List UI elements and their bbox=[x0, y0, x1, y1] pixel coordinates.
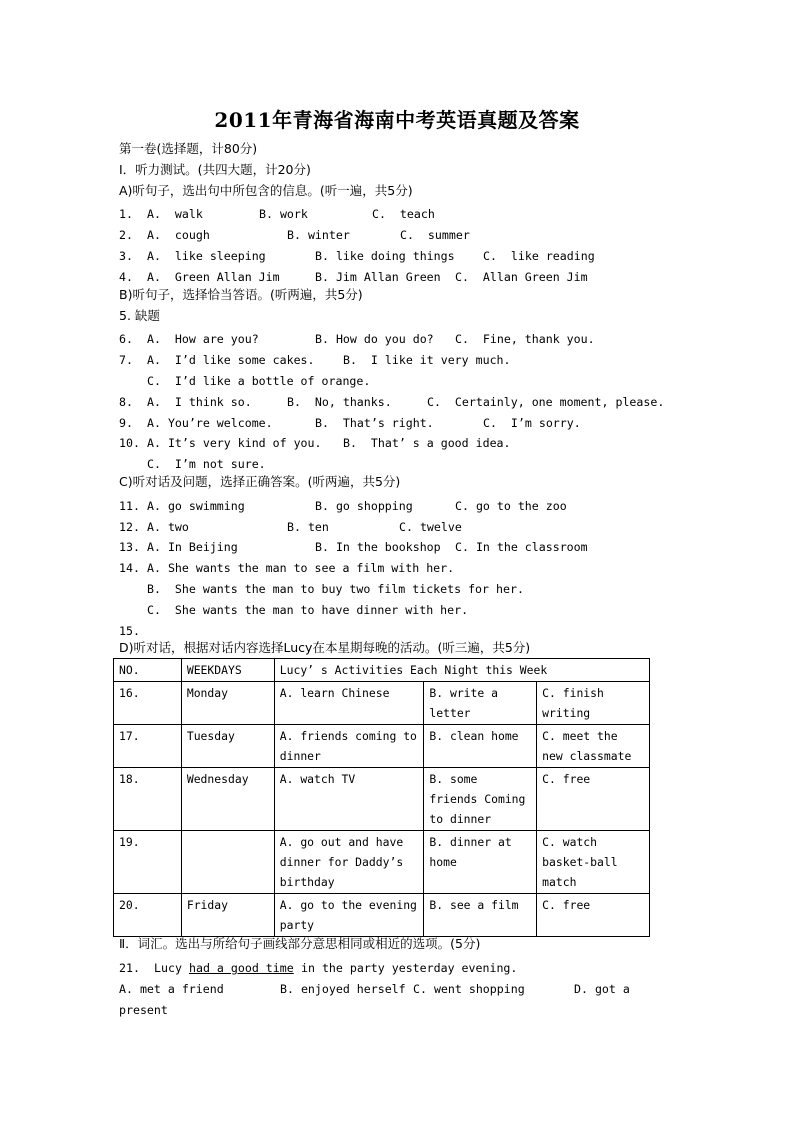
option-b: B. I like it very much. bbox=[343, 353, 511, 367]
question-number: 4. bbox=[119, 270, 133, 284]
option-b: B. She wants the man to buy two film tickets for her. bbox=[147, 582, 524, 596]
option-b: B. In the bookshop bbox=[315, 540, 441, 554]
option-a: A. walk bbox=[147, 207, 203, 221]
option-c: C. like reading bbox=[483, 249, 595, 263]
option-b: B. winter bbox=[287, 228, 350, 242]
option-a: A. Green Allan Jim bbox=[147, 270, 280, 284]
option-b: B. That’ s a good idea. bbox=[343, 436, 511, 450]
option-c: C. went shopping bbox=[413, 982, 525, 996]
option-c: C. In the classroom bbox=[455, 540, 588, 554]
option-c: C. She wants the man to have dinner with her. bbox=[147, 603, 469, 617]
question-number: 3. bbox=[119, 249, 133, 263]
section-2-heading: Ⅱ．词汇。选出与所给句子画线部分意思相同或相近的选项。(5分) bbox=[119, 936, 481, 951]
question-number: 10. bbox=[119, 436, 140, 450]
header-activities: Lucy’ s Activities Each Night this Week bbox=[274, 659, 649, 682]
underlined-phrase: had a good time bbox=[189, 961, 294, 975]
section-heading: I．听力测试。(共四大题，计20分) bbox=[119, 162, 311, 177]
option-c: C. watch basket-ball match bbox=[537, 831, 650, 894]
option-a: A. It’s very kind of you. bbox=[147, 436, 322, 450]
subsection-b-heading: B)听句子，选择恰当答语。(听两遍，共5分) bbox=[119, 287, 363, 302]
option-a: A. watch TV bbox=[274, 768, 424, 831]
question-stem-start: Lucy bbox=[154, 961, 182, 975]
question-number: 6. bbox=[119, 332, 133, 346]
row-number: 17. bbox=[114, 725, 182, 768]
option-a: A. go out and have dinner for Daddy’s birthday bbox=[274, 831, 424, 894]
table-header-row bbox=[114, 659, 650, 682]
question-number: 9. bbox=[119, 416, 133, 430]
row-weekday: Monday bbox=[181, 682, 274, 725]
row-number: 20. bbox=[114, 894, 182, 937]
option-b: B. enjoyed herself bbox=[280, 982, 406, 996]
page-title: 2011年青海省海南中考英语真题及答案 bbox=[214, 108, 580, 132]
option-b: B. dinner at home bbox=[424, 831, 537, 894]
option-c: C. teach bbox=[372, 207, 435, 221]
question-number: 11. bbox=[119, 499, 140, 513]
option-c: C. twelve bbox=[399, 520, 462, 534]
option-b: B. No, thanks. bbox=[287, 395, 392, 409]
question-number: 14. bbox=[119, 561, 140, 575]
option-a: A. met a friend bbox=[119, 982, 224, 996]
option-b: B. see a film bbox=[424, 894, 537, 937]
option-c: C. free bbox=[537, 894, 650, 937]
option-c: C. summer bbox=[400, 228, 470, 242]
option-c: C. I’m sorry. bbox=[483, 416, 581, 430]
question-number: 1. bbox=[119, 207, 133, 221]
question-number: 13. bbox=[119, 540, 140, 554]
subsection-c-heading: C)听对话及问题，选择正确答案。(听两遍，共5分) bbox=[119, 474, 401, 489]
option-a: A. You’re welcome. bbox=[147, 416, 273, 430]
option-b: B. clean home bbox=[424, 725, 537, 768]
question-stem-end: in the party yesterday evening. bbox=[301, 961, 518, 975]
part-heading: 第一卷(选择题，计80分) bbox=[119, 141, 258, 156]
activities-table bbox=[113, 658, 650, 937]
table-row bbox=[114, 682, 650, 725]
option-a: A. I think so. bbox=[147, 395, 252, 409]
option-b: B. ten bbox=[287, 520, 329, 534]
option-a: A. two bbox=[147, 520, 189, 534]
question-number: 2. bbox=[119, 228, 133, 242]
option-a: A. I’d like some cakes. bbox=[147, 353, 315, 367]
question-number: 21. bbox=[119, 961, 140, 975]
question-number: 8. bbox=[119, 395, 133, 409]
option-d-continued: present bbox=[119, 1003, 168, 1017]
table-row bbox=[114, 725, 650, 768]
subsection-a-heading: A)听句子，选出句中所包含的信息。(听一遍，共5分) bbox=[119, 183, 413, 198]
option-b: B. Jim Allan Green bbox=[315, 270, 441, 284]
row-number: 16. bbox=[114, 682, 182, 725]
option-c: C. Allan Green Jim bbox=[455, 270, 588, 284]
row-number: 19. bbox=[114, 831, 182, 894]
option-c: C. free bbox=[537, 768, 650, 831]
option-a: A. In Beijing bbox=[147, 540, 238, 554]
option-c: C. Fine, thank you. bbox=[455, 332, 595, 346]
option-c: C. I’m not sure. bbox=[147, 457, 266, 471]
row-weekday bbox=[181, 831, 274, 894]
table-row bbox=[114, 894, 650, 937]
option-d: D. got a bbox=[574, 982, 630, 996]
header-no: NO. bbox=[114, 659, 182, 682]
option-b: B. How do you do? bbox=[315, 332, 434, 346]
table-row bbox=[114, 831, 650, 894]
option-a: A. She wants the man to see a film with her. bbox=[147, 561, 455, 575]
question-5: 5. 缺题 bbox=[119, 308, 160, 323]
header-weekdays: WEEKDAYS bbox=[181, 659, 274, 682]
row-number: 18. bbox=[114, 768, 182, 831]
option-b: B. go shopping bbox=[315, 499, 413, 513]
question-number: 12. bbox=[119, 520, 140, 534]
option-c: C. finish writing bbox=[537, 682, 650, 725]
option-a: A. How are you? bbox=[147, 332, 259, 346]
row-weekday: Tuesday bbox=[181, 725, 274, 768]
option-a: A. go swimming bbox=[147, 499, 245, 513]
option-a: A. learn Chinese bbox=[274, 682, 424, 725]
option-c: C. go to the zoo bbox=[455, 499, 567, 513]
option-b: B. like doing things bbox=[315, 249, 455, 263]
table-row bbox=[114, 768, 650, 831]
option-a: A. friends coming to dinner bbox=[274, 725, 424, 768]
option-b: B. some friends Coming to dinner bbox=[424, 768, 537, 831]
subsection-d-heading: D)听对话，根据对话内容选择Lucy在本星期每晚的活动。(听三遍，共5分) bbox=[119, 640, 531, 655]
option-b: B. write a letter bbox=[424, 682, 537, 725]
question-number: 7. bbox=[119, 353, 133, 367]
option-b: B. That’s right. bbox=[315, 416, 434, 430]
option-b: B. work bbox=[259, 207, 308, 221]
option-a: A. like sleeping bbox=[147, 249, 266, 263]
option-c: C. Certainly, one moment, please. bbox=[427, 395, 665, 409]
option-c: C. meet the new classmate bbox=[537, 725, 650, 768]
row-weekday: Wednesday bbox=[181, 768, 274, 831]
question-15: 15. bbox=[119, 624, 140, 638]
option-c: C. I’d like a bottle of orange. bbox=[147, 374, 371, 388]
option-a: A. cough bbox=[147, 228, 210, 242]
option-a: A. go to the evening party bbox=[274, 894, 424, 937]
row-weekday: Friday bbox=[181, 894, 274, 937]
